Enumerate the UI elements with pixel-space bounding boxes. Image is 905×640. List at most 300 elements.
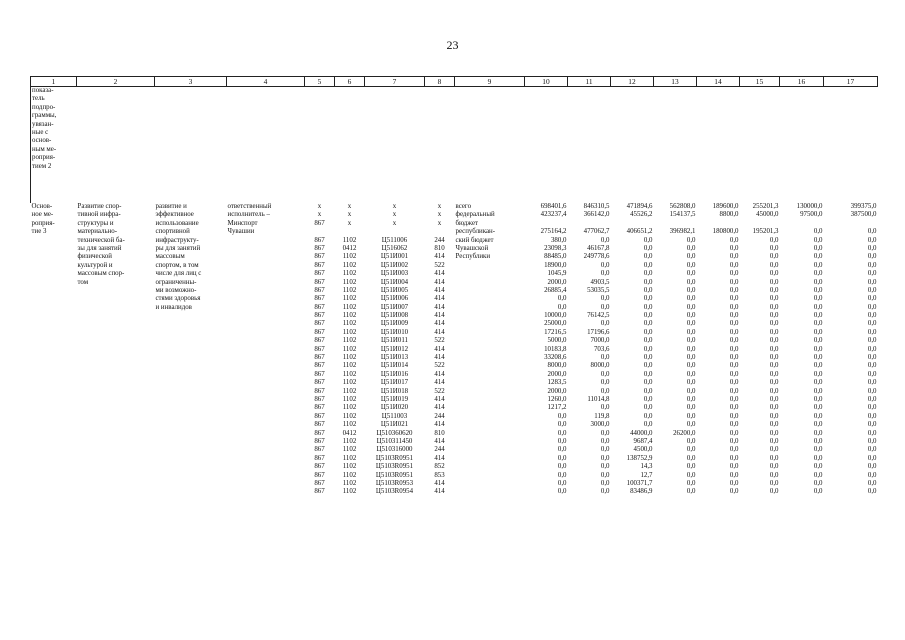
- table-cell: 810: [434, 244, 445, 252]
- table-cell: 0,0: [769, 437, 779, 445]
- table-cell: 0,0: [686, 471, 696, 479]
- table-cell: Ц51И019: [380, 395, 409, 403]
- table-cell: 0,0: [557, 463, 567, 471]
- amount-column-11: [568, 203, 611, 497]
- table-cell: 0,0: [686, 278, 696, 286]
- table-cell: 0,0: [729, 421, 739, 429]
- table-cell: x: [392, 219, 397, 227]
- table-cell: Ц51И021: [380, 421, 409, 429]
- funding-source-line: всего: [455, 203, 472, 210]
- table-cell: 867: [314, 286, 325, 294]
- table-cell: 414: [434, 379, 445, 387]
- table-cell: 0,0: [686, 362, 696, 370]
- table-cell: [366, 228, 424, 236]
- table-cell: 0,0: [600, 236, 610, 244]
- table-cell: 0,0: [813, 354, 823, 362]
- table-cell: 0,0: [686, 488, 696, 496]
- table-cell: 0,0: [600, 261, 610, 269]
- funding-source-line: бюджет: [455, 219, 479, 227]
- table-cell: 867: [314, 278, 325, 286]
- table-cell: 1102: [342, 270, 357, 278]
- table-cell: 0,0: [643, 295, 653, 303]
- table-cell: 14,3: [640, 463, 653, 471]
- table-cell: 0,0: [729, 463, 739, 471]
- table-cell: Ц51И016: [380, 370, 409, 378]
- table-cell: 0,0: [643, 412, 653, 420]
- table-cell: x: [392, 203, 397, 210]
- code-column-5: [305, 203, 335, 497]
- table-cell: 0,0: [686, 337, 696, 345]
- table-cell: 414: [434, 320, 445, 328]
- table-cell: 0,0: [600, 387, 610, 395]
- amount-column-12: [611, 203, 654, 497]
- table-cell: 0,0: [686, 379, 696, 387]
- table-cell: 0,0: [769, 312, 779, 320]
- table-cell: 189600,0: [712, 203, 739, 210]
- table-cell: 0,0: [729, 446, 739, 454]
- table-cell: 0,0: [600, 379, 610, 387]
- table-cell: 1102: [342, 463, 357, 471]
- table-cell: 853: [434, 471, 445, 479]
- table-cell: Ц51И003: [380, 270, 409, 278]
- table-cell: 33208,6: [544, 354, 567, 362]
- table-cell: 0,0: [686, 244, 696, 252]
- table-cell: 1102: [342, 253, 357, 261]
- table-cell: 423237,4: [540, 211, 567, 219]
- table-cell: x: [392, 211, 397, 219]
- table-cell: Ц516062: [381, 244, 408, 252]
- table-cell: 414: [434, 345, 445, 353]
- table-cell: 0,0: [686, 253, 696, 261]
- table-cell: 471894,6: [626, 203, 653, 210]
- table-cell: 0,0: [557, 437, 567, 445]
- table-cell: 0,0: [769, 395, 779, 403]
- table-cell: 138752,9: [626, 454, 653, 462]
- table-cell: 0,0: [600, 303, 610, 311]
- table-cell: 0,0: [686, 412, 696, 420]
- table-cell: 130000,0: [796, 203, 823, 210]
- table-cell: 867: [314, 320, 325, 328]
- table-cell: 0,0: [729, 395, 739, 403]
- budget-table: [30, 76, 878, 497]
- table-cell: 0,0: [813, 362, 823, 370]
- table-cell: 0,0: [769, 320, 779, 328]
- table-cell: 0,0: [769, 471, 779, 479]
- table-cell: 867: [314, 412, 325, 420]
- table-cell: 0,0: [769, 446, 779, 454]
- table-cell: 0,0: [813, 244, 823, 252]
- table-cell: Ц51И001: [380, 253, 409, 261]
- table-cell: 0,0: [600, 429, 610, 437]
- table-cell: 0,0: [729, 253, 739, 261]
- table-cell: 0,0: [686, 312, 696, 320]
- table-cell: 44000,0: [630, 429, 653, 437]
- table-cell: 1102: [342, 454, 357, 462]
- table-cell: 0,0: [643, 387, 653, 395]
- table-cell: 1045,9: [547, 270, 567, 278]
- column-header: 3: [155, 77, 227, 87]
- table-cell: Ц51И004: [380, 278, 409, 286]
- table-cell: 0,0: [600, 320, 610, 328]
- table-cell: 180800,0: [712, 228, 739, 236]
- table-cell: Ц51И018: [380, 387, 409, 395]
- table-cell: 522: [434, 261, 445, 269]
- table-cell: 0,0: [729, 454, 739, 462]
- table-cell: 414: [434, 295, 445, 303]
- table-cell: 867: [314, 219, 325, 227]
- table-cell: 0,0: [600, 295, 610, 303]
- table-cell: 0,0: [769, 387, 779, 395]
- table-cell: 867: [314, 387, 325, 395]
- table-cell: 76142,5: [587, 312, 610, 320]
- table-cell: 0,0: [867, 412, 877, 420]
- table-cell: 0,0: [867, 261, 877, 269]
- table-cell: 12,7: [640, 471, 653, 479]
- table-cell: 414: [434, 286, 445, 294]
- table-cell: 249778,6: [583, 253, 610, 261]
- table-cell: 0,0: [729, 303, 739, 311]
- column-header: 12: [611, 77, 654, 87]
- table-cell: 0,0: [813, 446, 823, 454]
- table-cell: 0,0: [813, 404, 823, 412]
- table-cell: 0,0: [813, 471, 823, 479]
- table-cell: x: [437, 211, 442, 219]
- table-cell: Ц511003: [381, 412, 408, 420]
- column-header: 14: [697, 77, 740, 87]
- table-cell: 0,0: [643, 362, 653, 370]
- table-cell: 17216,5: [544, 328, 567, 336]
- table-cell: 396982,1: [669, 228, 696, 236]
- table-cell: 0,0: [686, 270, 696, 278]
- table-cell: 522: [434, 337, 445, 345]
- table-cell: 0,0: [769, 454, 779, 462]
- activity-goal-cell: развитие и эффективное использование спортивной инфраструкту- ры для занятий массовым спортом, в том числе для лиц с ограниченны- ми возможно- стями здоровья и инвалидов: [155, 203, 202, 311]
- table-cell: 0,0: [769, 261, 779, 269]
- table-cell: Ц51И010: [380, 328, 409, 336]
- table-cell: 0,0: [557, 429, 567, 437]
- table-cell: 1102: [342, 337, 357, 345]
- table-cell: 867: [314, 404, 325, 412]
- table-cell: 0,0: [769, 253, 779, 261]
- table-cell: 0,0: [557, 303, 567, 311]
- table-cell: 1102: [342, 354, 357, 362]
- table-cell: 0,0: [600, 446, 610, 454]
- table-cell: 83486,9: [630, 488, 653, 496]
- table-cell: 0,0: [813, 454, 823, 462]
- table-cell: 0,0: [813, 488, 823, 496]
- table-cell: 1283,5: [547, 379, 567, 387]
- table-cell: Ц51И020: [380, 404, 409, 412]
- column-header: 17: [824, 77, 878, 87]
- table-cell: 0,0: [769, 236, 779, 244]
- table-cell: 0,0: [769, 412, 779, 420]
- table-cell: [569, 220, 610, 228]
- table-cell: Ц51И002: [380, 261, 409, 269]
- table-cell: [655, 220, 696, 228]
- table-cell: x: [347, 219, 352, 227]
- table-cell: 867: [314, 379, 325, 387]
- table-cell: 414: [434, 479, 445, 487]
- table-cell: [336, 228, 364, 236]
- table-cell: 0,0: [686, 286, 696, 294]
- funding-source-cell: [455, 203, 525, 497]
- column-header: 7: [365, 77, 425, 87]
- table-cell: 0,0: [813, 286, 823, 294]
- table-cell: 0,0: [867, 295, 877, 303]
- table-cell: 0,0: [729, 437, 739, 445]
- table-cell: 867: [314, 429, 325, 437]
- table-cell: 0,0: [729, 387, 739, 395]
- table-cell: 0,0: [557, 471, 567, 479]
- table-cell: 0,0: [686, 295, 696, 303]
- table-cell: 0,0: [686, 454, 696, 462]
- table-cell: 244: [434, 236, 445, 244]
- table-cell: 0,0: [686, 437, 696, 445]
- amount-column-16: [780, 203, 824, 497]
- table-cell: 0,0: [686, 236, 696, 244]
- table-cell: 0,0: [867, 421, 877, 429]
- table-cell: 0,0: [686, 479, 696, 487]
- table-cell: 0,0: [867, 379, 877, 387]
- table-cell: 0,0: [813, 437, 823, 445]
- table-cell: 1102: [342, 412, 357, 420]
- table-cell: 0,0: [600, 454, 610, 462]
- table-cell: 867: [314, 236, 325, 244]
- table-cell: 0,0: [813, 479, 823, 487]
- table-cell: 0,0: [643, 345, 653, 353]
- table-cell: 0,0: [686, 370, 696, 378]
- table-cell: 867: [314, 354, 325, 362]
- table-cell: 25000,0: [544, 320, 567, 328]
- table-cell: 0,0: [557, 295, 567, 303]
- table-cell: 522: [434, 362, 445, 370]
- table-cell: Ц5103R0951: [375, 471, 414, 479]
- funding-source-line: Республики: [455, 253, 491, 261]
- table-cell: 0,0: [769, 295, 779, 303]
- table-cell: 399375,0: [850, 203, 877, 210]
- table-cell: 0,0: [769, 463, 779, 471]
- table-cell: 0,0: [769, 404, 779, 412]
- table-cell: 1102: [342, 236, 357, 244]
- table-cell: 867: [314, 312, 325, 320]
- table-cell: 0,0: [729, 261, 739, 269]
- table-cell: Ц51И005: [380, 286, 409, 294]
- table-cell: Ц5103R0951: [375, 463, 414, 471]
- table-cell: [426, 228, 454, 236]
- table-cell: Ц510311450: [376, 437, 413, 445]
- table-cell: 867: [314, 345, 325, 353]
- amount-column-17: [824, 203, 878, 497]
- table-cell: x: [437, 219, 442, 227]
- table-cell: 867: [314, 270, 325, 278]
- table-cell: 0,0: [600, 471, 610, 479]
- table-cell: 244: [434, 446, 445, 454]
- table-cell: 0,0: [686, 320, 696, 328]
- table-cell: 88485,0: [544, 253, 567, 261]
- table-cell: 0,0: [557, 454, 567, 462]
- table-cell: 0,0: [813, 429, 823, 437]
- table-cell: 26885,4: [544, 286, 567, 294]
- table-cell: 0,0: [769, 337, 779, 345]
- table-cell: 522: [434, 387, 445, 395]
- table-cell: 1102: [342, 437, 357, 445]
- table-cell: 0,0: [643, 236, 653, 244]
- column-header: 9: [455, 77, 525, 87]
- table-cell: 0,0: [813, 328, 823, 336]
- table-cell: 867: [314, 437, 325, 445]
- table-cell: 100371,7: [626, 479, 653, 487]
- table-cell: 1102: [342, 421, 357, 429]
- table-cell: 0412: [342, 244, 357, 252]
- table-cell: 7000,0: [590, 337, 610, 345]
- table-cell: 0,0: [643, 261, 653, 269]
- table-cell: 0,0: [729, 354, 739, 362]
- table-cell: 10000,0: [544, 312, 567, 320]
- table-cell: Ц51И009: [380, 320, 409, 328]
- table-cell: [612, 220, 653, 228]
- table-cell: 0,0: [557, 479, 567, 487]
- table-cell: 867: [314, 479, 325, 487]
- table-cell: 0,0: [867, 253, 877, 261]
- table-cell: 867: [314, 295, 325, 303]
- table-cell: 414: [434, 454, 445, 462]
- table-cell: 0,0: [729, 320, 739, 328]
- table-cell: 0,0: [867, 320, 877, 328]
- table-cell: 0,0: [867, 463, 877, 471]
- table-cell: 0,0: [729, 404, 739, 412]
- code-column-7: [365, 203, 425, 497]
- table-cell: 810: [434, 429, 445, 437]
- table-cell: 0,0: [867, 345, 877, 353]
- table-cell: 0,0: [686, 328, 696, 336]
- table-cell: 9687,4: [633, 437, 653, 445]
- table-cell: 0,0: [729, 328, 739, 336]
- table-cell: 0,0: [813, 337, 823, 345]
- table-cell: 0,0: [813, 412, 823, 420]
- table-cell: 1102: [342, 328, 357, 336]
- table-cell: 0,0: [813, 295, 823, 303]
- table-cell: 255201,3: [752, 203, 779, 210]
- table-cell: 1102: [342, 278, 357, 286]
- table-cell: 0,0: [600, 488, 610, 496]
- table-cell: 0,0: [867, 446, 877, 454]
- table-cell: 0,0: [769, 362, 779, 370]
- table-cell: 17196,6: [587, 328, 610, 336]
- table-cell: 414: [434, 278, 445, 286]
- table-cell: 0,0: [643, 370, 653, 378]
- table-cell: 0,0: [769, 479, 779, 487]
- table-cell: 3000,0: [590, 421, 610, 429]
- table-cell: 366142,0: [583, 211, 610, 219]
- table-cell: 0,0: [813, 253, 823, 261]
- table-cell: 0,0: [643, 337, 653, 345]
- table-cell: 1102: [342, 488, 357, 496]
- table-cell: [781, 220, 823, 228]
- table-cell: 244: [434, 412, 445, 420]
- page-number: 23: [446, 38, 459, 52]
- table-cell: Ц51И011: [381, 337, 408, 345]
- column-header: 15: [740, 77, 780, 87]
- table-cell: 0,0: [867, 488, 877, 496]
- table-cell: 0,0: [686, 446, 696, 454]
- table-cell: 867: [314, 446, 325, 454]
- table-cell: 1102: [342, 345, 357, 353]
- table-cell: 0,0: [557, 421, 567, 429]
- table-cell: 0,0: [769, 488, 779, 496]
- table-cell: 0,0: [729, 312, 739, 320]
- table-cell: [526, 220, 567, 228]
- table-cell: [825, 220, 877, 228]
- table-cell: 867: [314, 463, 325, 471]
- table-cell: 0,0: [729, 412, 739, 420]
- table-cell: 0,0: [813, 395, 823, 403]
- table-cell: Ц511006: [381, 236, 408, 244]
- table-cell: 119,8: [594, 412, 610, 420]
- table-cell: 0,0: [643, 320, 653, 328]
- table-cell: 8000,0: [547, 362, 567, 370]
- table-cell: 0,0: [643, 395, 653, 403]
- table-cell: 380,0: [550, 236, 567, 244]
- column-header: 8: [425, 77, 455, 87]
- table-cell: 867: [314, 395, 325, 403]
- activity-title-cell: Развитие спор- тивной инфра- структуры и материально- технической ба- зы для занятий физической культурой и массовым спор- том: [77, 203, 125, 286]
- table-cell: 414: [434, 395, 445, 403]
- table-cell: 414: [434, 370, 445, 378]
- table-cell: x: [317, 211, 322, 219]
- table-cell: 0,0: [769, 370, 779, 378]
- table-cell: 0,0: [867, 278, 877, 286]
- table-cell: 0,0: [813, 379, 823, 387]
- table-cell: 0,0: [769, 354, 779, 362]
- table-cell: Ц5103R0951: [375, 454, 414, 462]
- table-cell: 0,0: [643, 244, 653, 252]
- table-cell: 0,0: [729, 286, 739, 294]
- table-cell: 0,0: [769, 421, 779, 429]
- table-cell: 867: [314, 454, 325, 462]
- table-cell: 0,0: [643, 303, 653, 311]
- main-activity-row: [31, 203, 878, 497]
- column-header: 2: [77, 77, 155, 87]
- table-cell: 0,0: [686, 387, 696, 395]
- table-cell: 0,0: [686, 395, 696, 403]
- responsible-executor-cell: ответственный исполнитель – Минспорт Чувашии: [227, 203, 272, 236]
- table-cell: 0,0: [813, 270, 823, 278]
- table-cell: 2000,0: [547, 370, 567, 378]
- table-cell: 0,0: [813, 387, 823, 395]
- table-cell: 8800,0: [719, 211, 739, 219]
- indicator-label-cell: показа- тель подпро- граммы, увязан- ные с основ- ным ме- роприя- тием 2: [31, 87, 77, 204]
- table-cell: [306, 228, 334, 236]
- table-cell: Ц51И013: [380, 354, 409, 362]
- table-cell: 0,0: [867, 479, 877, 487]
- table-cell: 414: [434, 354, 445, 362]
- table-cell: 867: [314, 253, 325, 261]
- table-cell: 0,0: [867, 328, 877, 336]
- table-cell: 0,0: [867, 236, 877, 244]
- table-cell: 0,0: [729, 270, 739, 278]
- table-cell: 0,0: [686, 354, 696, 362]
- funding-source-line: республикан-: [455, 228, 496, 236]
- table-cell: 0,0: [867, 454, 877, 462]
- table-cell: 0,0: [769, 328, 779, 336]
- amount-column-14: [697, 203, 740, 497]
- table-cell: 0,0: [643, 312, 653, 320]
- table-cell: 0,0: [729, 295, 739, 303]
- table-cell: 46167,8: [587, 244, 610, 252]
- table-cell: 0,0: [813, 345, 823, 353]
- column-number-row: [31, 77, 878, 87]
- table-cell: 0,0: [813, 303, 823, 311]
